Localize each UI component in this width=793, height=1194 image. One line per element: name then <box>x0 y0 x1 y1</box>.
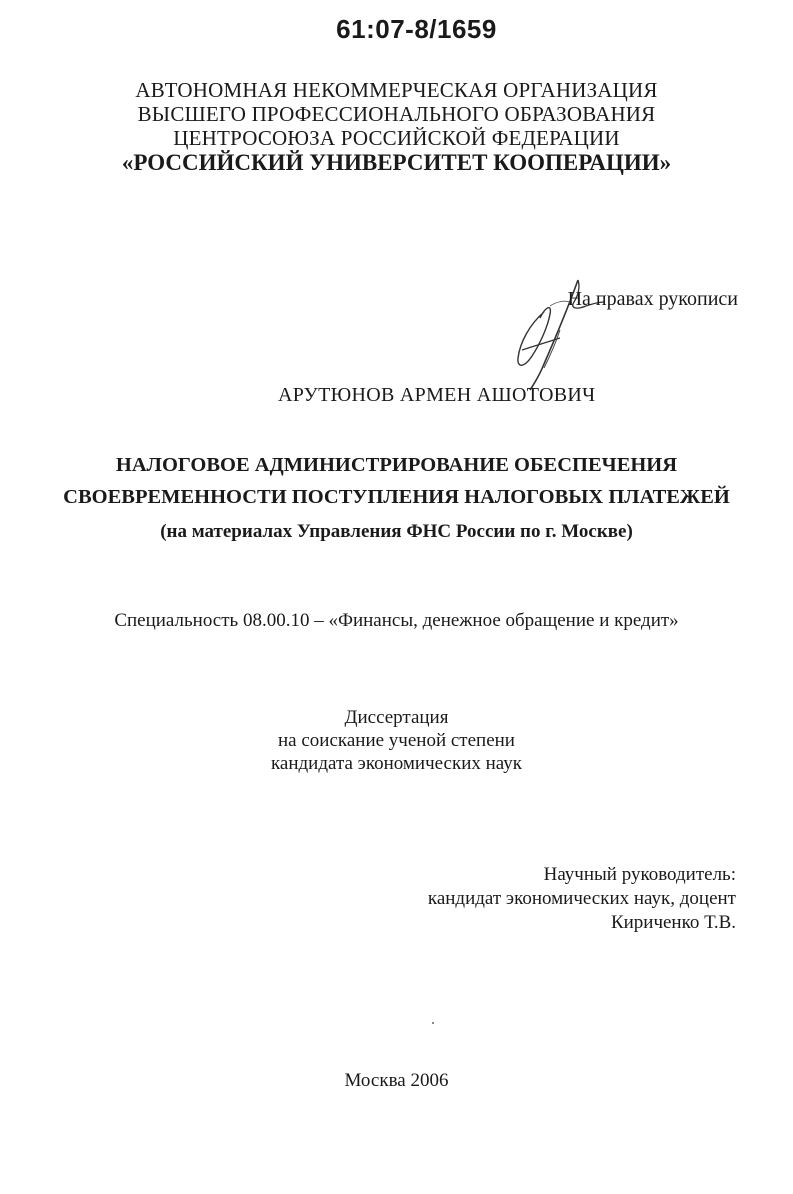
org-line-2: ВЫСШЕГО ПРОФЕССИОНАЛЬНОГО ОБРАЗОВАНИЯ <box>137 102 656 126</box>
degree-line-1: Диссертация <box>344 707 449 728</box>
title-subtitle: (на материалах Управления ФНС России по г. Москве) <box>160 521 633 542</box>
degree-line-2: на соискание ученой степени <box>278 730 515 751</box>
title-line-2: СВОЕВРЕМЕННОСТИ ПОСТУПЛЕНИЯ НАЛОГОВЫХ ПЛАТЕЖЕЙ <box>63 486 730 508</box>
city-year: Москва 2006 <box>344 1070 449 1091</box>
advisor-credentials: кандидат экономических наук, доцент <box>427 888 736 909</box>
specialty: Специальность 08.00.10 – «Финансы, денежное обращение и кредит» <box>114 610 679 631</box>
advisor-label: Научный руководитель: <box>543 864 736 885</box>
org-line-3: ЦЕНТРОСОЮЗА РОССИЙСКОЙ ФЕДЕРАЦИИ <box>173 126 620 150</box>
university-name: «РОССИЙСКИЙ УНИВЕРСИТЕТ КООПЕРАЦИИ» <box>121 150 672 175</box>
degree-line-3: кандидата экономических наук <box>270 753 523 774</box>
advisor-name: Кириченко Т.В. <box>610 912 736 933</box>
org-line-1: АВТОНОМНАЯ НЕКОММЕРЧЕСКАЯ ОРГАНИЗАЦИЯ <box>135 78 658 102</box>
title-line-1: НАЛОГОВОЕ АДМИНИСТРИРОВАНИЕ ОБЕСПЕЧЕНИЯ <box>115 454 678 476</box>
scan-speck <box>432 1022 434 1024</box>
author-name: АРУТЮНОВ АРМЕН АШОТОВИЧ <box>278 384 596 406</box>
catalog-number: 61:07-8/1659 <box>336 14 497 44</box>
manuscript-note: На правах рукописи <box>567 288 738 310</box>
